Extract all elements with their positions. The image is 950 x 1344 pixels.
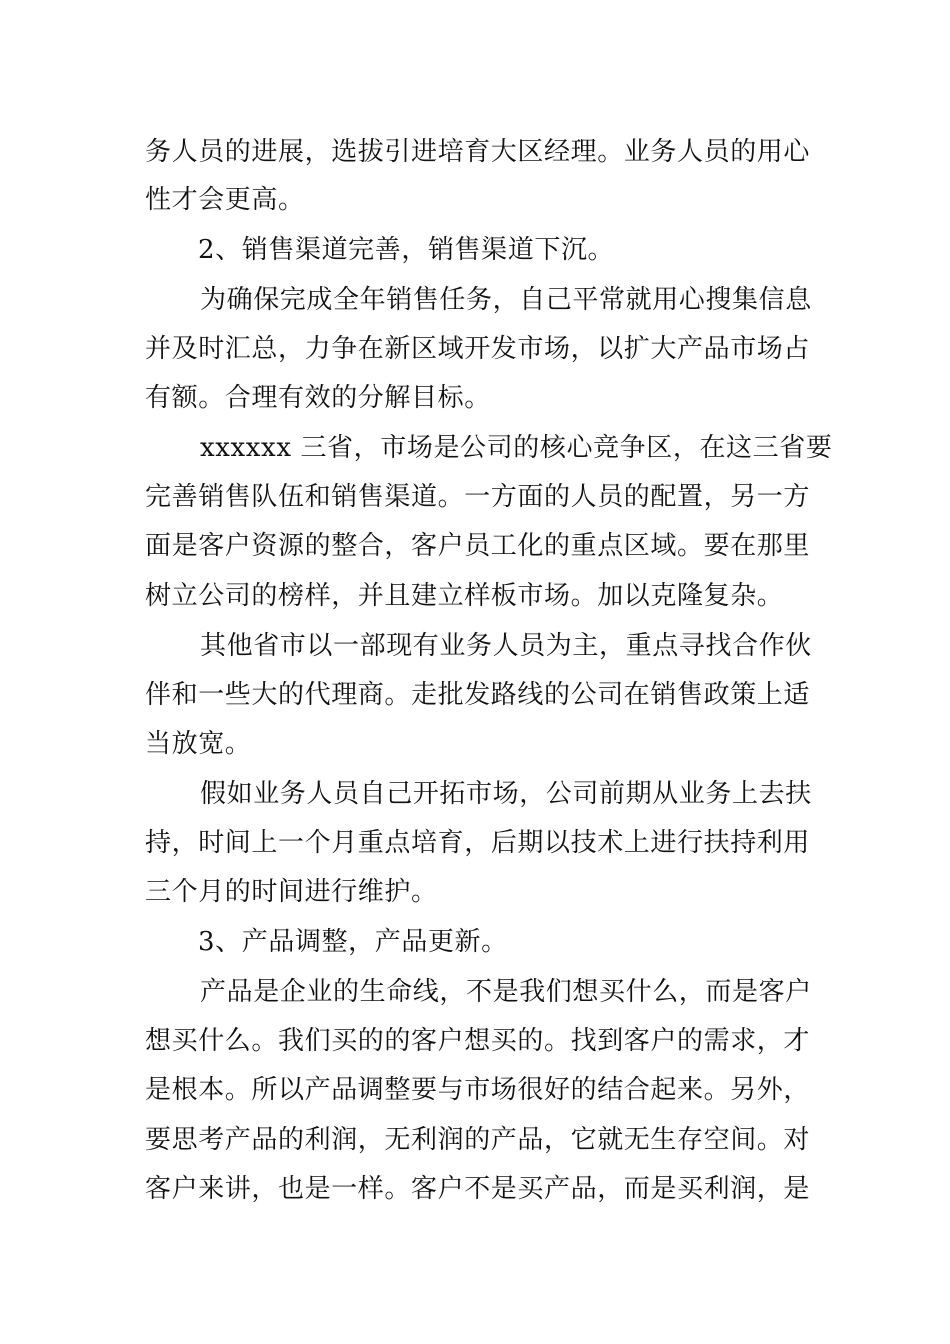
- text-line-8: 完善销售队伍和销售渠道。一方面的人员的配置，另一方: [145, 482, 811, 512]
- text-line-21: 要思考产品的利润，无利润的产品，它就无生存空间。对: [145, 1125, 811, 1155]
- text-line-14: 假如业务人员自己开拓市场，公司前期从业务上去扶: [200, 779, 812, 809]
- text-line-19: 想买什么。我们买的的客户想买的。找到客户的需求，才: [145, 1026, 811, 1056]
- text-line-22: 客户来讲，也是一样。客户不是买产品，而是买利润，是: [145, 1174, 811, 1204]
- section-heading-3: 3、产品调整，产品更新。: [198, 927, 508, 957]
- text-line-15: 持，时间上一个月重点培育，后期以技术上进行扶持利用: [145, 828, 811, 858]
- section-heading-2: 2、销售渠道完善，销售渠道下沉。: [198, 235, 615, 265]
- text-line-5: 并及时汇总，力争在新区域开发市场，以扩大产品市场占: [145, 334, 811, 364]
- text-line-9: 面是客户资源的整合，客户员工化的重点区域。要在那里: [145, 531, 811, 561]
- text-line-11: 其他省市以一部现有业务人员为主，重点寻找合作伙: [200, 631, 812, 661]
- text-line-20: 是根本。所以产品调整要与市场很好的结合起来。另外，: [145, 1075, 811, 1105]
- text-line-12: 伴和一些大的代理商。走批发路线的公司在销售政策上适: [145, 680, 811, 710]
- text-line-18: 产品是企业的生命线，不是我们想买什么，而是客户: [200, 977, 812, 1007]
- text-line-2: 性才会更高。: [145, 185, 305, 215]
- text-line-16: 三个月的时间进行维护。: [145, 877, 438, 907]
- text-line-13: 当放宽。: [145, 729, 252, 759]
- text-line-1: 务人员的进展，选拔引进培育大区经理。业务人员的用心: [145, 137, 811, 167]
- text-line-7: xxxxxx 三省，市场是公司的核心竞争区，在这三省要: [200, 433, 833, 463]
- text-line-6: 有额。合理有效的分解目标。: [145, 383, 491, 413]
- text-line-10: 树立公司的榜样，并且建立样板市场。加以克隆复杂。: [145, 581, 784, 611]
- text-line-4: 为确保完成全年销售任务，自己平常就用心搜集信息: [200, 285, 812, 315]
